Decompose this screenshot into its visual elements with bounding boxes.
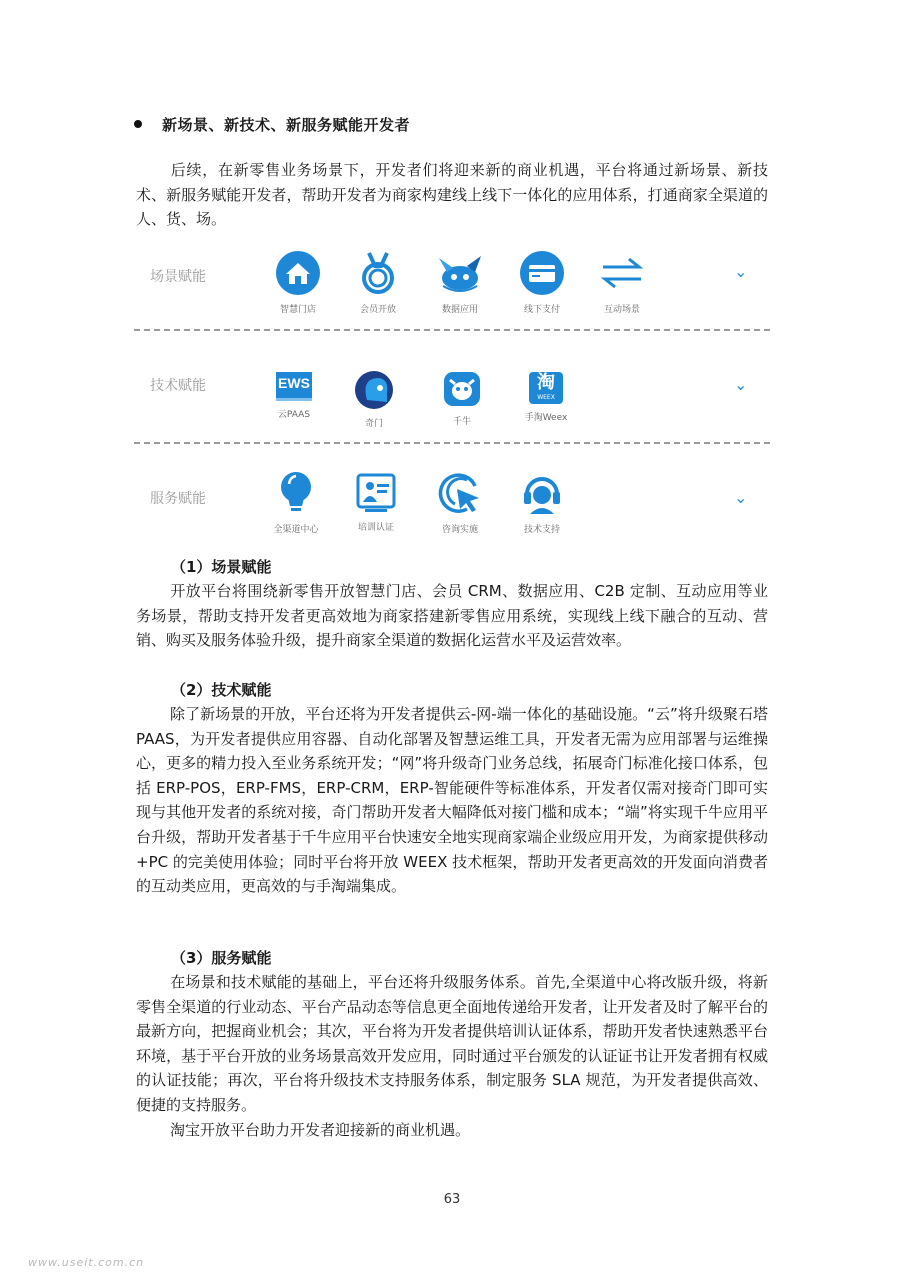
caption-weex: 手淘Weex: [524, 413, 568, 423]
section-title-tech: （2）技术赋能: [171, 681, 272, 699]
section-body-tech-text: 除了新场景的开放，平台还将为开发者提供云-网-端一体化的基础设施。“云”将升级聚石塔 PAAS，为开发者提供应用容器、自动化部署及智慧运维工具，开发者无需为应用部署与运维操心，更多的精力投入至业务系统开发；“网”将升级奇门业务总线，拓展奇门标准化接口体系，包括 ERP-POS，ERP-FMS，ERP-CRM，ERP-智能硬件等标准体系，开发者仅需对接奇门即可实现与其他开发者的系统对接，奇门帮助开发者大幅降低对接门槛和成本；“端”将实现千牛应用平台升级，帮助开发者基于千牛应用平台快速安全地实现商家端企业级应用开发，为商家提供移动+PC 的完美使用体验；同时平台将开放 WEEX 技术框架，帮助开发者更高效的开发面向消费者的互动类应用，更高效的与手淘端集成。: [136, 705, 768, 896]
chevron-down-icon[interactable]: ⌄: [734, 262, 748, 281]
icon-training: [336, 472, 416, 533]
caption-member: 会员开放: [359, 305, 396, 315]
section-body-service-text: 在场景和技术赋能的基础上，平台还将升级服务体系。首先,全渠道中心将改版升级，将新零售全渠道的行业动态、平台产品动态等信息更全面地传递给开发者，让开发者及时了解平台的最新方向，把握商业机会；其次，平台将为开发者提供培训认证体系，帮助开发者快速熟悉平台环境，基于平台开放的业务场景高效开发应用，同时通过平台颁发的认证证书让开发者拥有权威的认证技能；再次，平台将升级技术支持服务体系，制定服务 SLA 规范，为开发者提供高效、便捷的支持服务。: [136, 973, 768, 1114]
tao-glyph: 淘: [537, 372, 555, 393]
icon-omnichannel: [256, 470, 336, 535]
intro-text: 后续，在新零售业务场景下，开发者们将迎来新的商业机遇，平台将通过新场景、新技术、新服务赋能开发者，帮助开发者为商家构建线上线下一体化的应用体系，打通商家全渠道的人、货、场。: [136, 161, 768, 229]
intro-paragraph: [136, 158, 768, 232]
closing-paragraph: [136, 1118, 768, 1143]
medal-icon: [355, 250, 401, 296]
icon-support: [502, 470, 582, 535]
icon-interactive: [582, 250, 662, 315]
icon-consulting: [420, 470, 500, 535]
caption-data-app: 数据应用: [441, 305, 478, 315]
qianniu-cow-icon: [442, 370, 482, 408]
icon-member: [338, 250, 418, 315]
exchange-arrows-icon: [599, 250, 645, 296]
caption-consulting: 咨询实施: [441, 525, 478, 535]
divider-dashed: [134, 329, 770, 331]
ews-logo-icon: EWS: [276, 372, 312, 401]
qimen-logo-icon: [353, 370, 395, 410]
caption-interactive: 互动场景: [603, 305, 640, 315]
lightbulb-icon: [276, 470, 316, 516]
page-number: 63: [443, 1192, 461, 1207]
taobao-weex-icon: [529, 372, 563, 404]
weex-glyph: WEEX: [537, 394, 555, 401]
payment-card-icon: [519, 250, 565, 296]
section-body-scene: [136, 579, 768, 653]
icon-qimen: [334, 370, 414, 429]
headset-support-icon: [521, 470, 563, 516]
caption-offline-pay: 线下支付: [523, 305, 560, 315]
caption-omnichannel: 全渠道中心: [273, 525, 319, 535]
row-label-tech: 技术赋能: [150, 378, 206, 394]
chevron-down-icon[interactable]: ⌄: [734, 488, 748, 507]
bullet-icon: [134, 120, 142, 128]
icon-qianniu: [422, 370, 502, 427]
icon-weex: [506, 372, 586, 423]
store-house-icon: [275, 250, 321, 296]
caption-qimen: 奇门: [364, 419, 383, 429]
icon-offline-pay: [502, 250, 582, 315]
icon-cloud-paas: [254, 372, 334, 420]
icon-data-app: [420, 250, 500, 315]
caption-training: 培训认证: [357, 523, 394, 533]
icon-smart-store: [258, 250, 338, 315]
caption-cloud-paas: 云PAAS: [277, 410, 311, 420]
row-label-service: 服务赋能: [150, 491, 206, 507]
caption-support: 技术支持: [523, 525, 560, 535]
row-label-scene: 场景赋能: [150, 269, 206, 285]
divider-dashed: [134, 442, 770, 444]
section-title-scene: （1）场景赋能: [171, 558, 272, 576]
section-heading: [134, 112, 410, 136]
section-title-service: （3）服务赋能: [171, 949, 272, 967]
chevron-down-icon[interactable]: ⌄: [734, 375, 748, 394]
heading-text: 新场景、新技术、新服务赋能开发者: [162, 115, 411, 134]
caption-smart-store: 智慧门店: [279, 305, 316, 315]
caption-qianniu: 千牛: [452, 417, 471, 427]
watermark: www.useit.com.cn: [28, 1256, 145, 1269]
section-body-scene-text: 开放平台将围绕新零售开放智慧门店、会员 CRM、数据应用、C2B 定制、互动应用等业务场景，帮助支持开发者更高效地为商家搭建新零售应用系统，实现线上线下融合的互动、营销、购买及服务体验升级，提升商家全渠道的数据化运营水平及运营效率。: [136, 582, 768, 650]
cursor-click-icon: [437, 470, 483, 516]
section-body-service: [136, 970, 768, 1118]
training-board-icon: [355, 472, 397, 514]
data-creature-icon: [435, 250, 485, 296]
closing-text: 淘宝开放平台助力开发者迎接新的商业机遇。: [170, 1121, 471, 1139]
section-body-tech: [136, 702, 768, 899]
